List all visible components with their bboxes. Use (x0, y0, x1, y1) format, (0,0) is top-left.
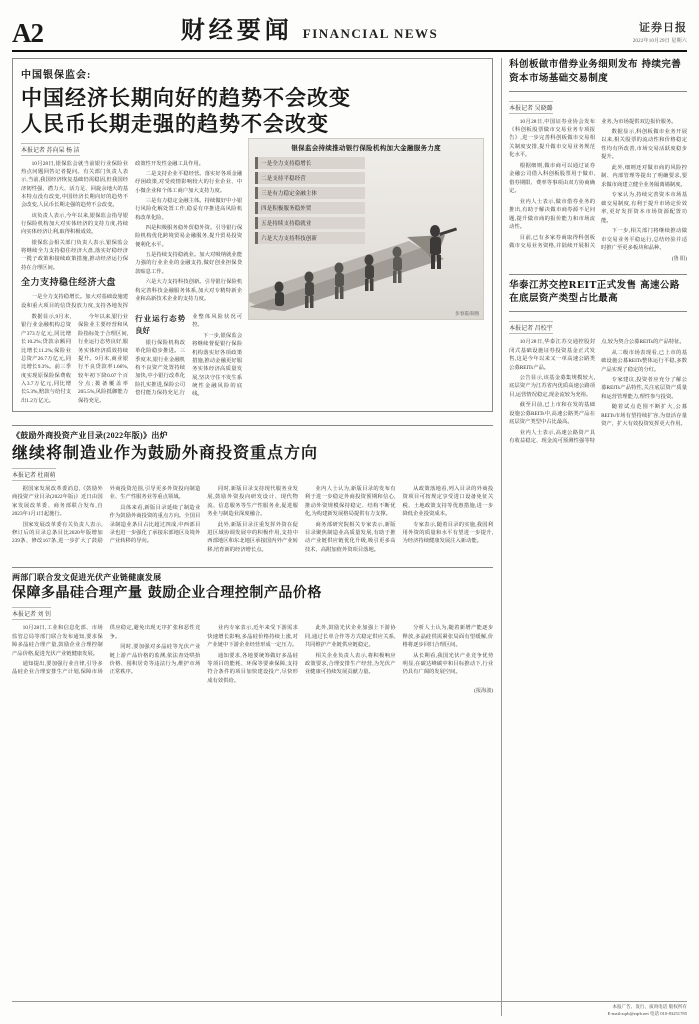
article-paragraph: 银行保险机构改革化险稳步推进。三季度末,银行业金融机构不良资产处置持续加快,中小银行改革化险扎实推进,保险公司偿付能力保持充足,行业整体风险状况可控。 (135, 314, 243, 396)
article-paragraph: 通知提出,要加强行业自律,引导多晶硅企业合理安排生产计划,保障市场供应稳定,避免出现无序扩张和恶性竞争。 (12, 625, 201, 676)
article-paragraph: 此外,细则还对做市商的风险控制、内部管理等提出了明确要求,要求做市商建立健全业务隔离墙制度。 (601, 164, 687, 188)
list-item: 三是有力稳定金融主体 (255, 187, 365, 199)
article-paragraph: 10月28日,中国证券业协会发布《科创板股票做市交易业务专项报告》,进一步完善科创板做市交易相关制度安排,提升做市交易业务规范化水平。 (509, 118, 596, 159)
article-paragraph: 业内人士表示,高速公路资产具有收益稳定、现金流可预测性强等特点,较为契合公募REITs的产品特征。 (509, 339, 685, 445)
article-paragraph: 五是持续支持稳就业。加大对吸纳就业能力强的行业企业的金融支持,做好创业担保贷款贴息工作。 (135, 252, 243, 275)
article-paragraph: 六是大力支持科技创新。引导银行保险机构完善科技金融服务体系,加大对专精特新企业和高新技术企业的支持力度。 (135, 279, 243, 302)
illustration-credit: 彭春霞/制图 (455, 310, 480, 316)
arrow-graphic-icon (248, 219, 484, 311)
mid-article (12, 419, 493, 554)
article-paragraph: 目前,已有多家券商取得科创板做市交易业务资格,并陆续开展相关业务,为市场提供双边报价服务。 (509, 118, 677, 250)
article-paragraph: 从政策落地看,列入目录的外商投资项目可按规定享受进口设备免征关税、土地政策支持等优惠措施,进一步降低企业投资成本。 (402, 486, 494, 518)
article-paragraph: 根据细则,做市商可以通过证券金融公司借入科创板股票用于做市,借券期限、费率等事项由双方协商确定。 (509, 162, 596, 195)
article-paragraph: 同时,新版目录支持现代服务业发展,鼓励外资投向研发设计、现代物流、信息服务等生产性服务业,促进服务业与制造业深度融合。 (207, 486, 298, 518)
section-title-cn: 财经要闻 (180, 15, 293, 44)
article-paragraph: 截至目前,已上市和在发的基础设施公募REITs中,高速公路类产品在底层资产类型中占比最高。 (509, 402, 596, 426)
issue-date: 2022年10月29日 星期六 (632, 39, 687, 44)
article-paragraph: 据国家发展改革委消息,《鼓励外商投资产业目录(2022年版)》近日由国家发展改革委、商务部联合发布,自2023年1月1日起施行。 (12, 486, 103, 518)
list-item: 五是持续支持稳就业 (255, 217, 365, 229)
section-title-group (82, 10, 537, 47)
mid-columns (12, 485, 493, 554)
article-paragraph: 专家表示,随着目录的实施,我国利用外资的质量和水平有望进一步提升,为经济持续健康发展注入新动能。 (402, 521, 494, 545)
article-paragraph: 商务部研究院相关专家表示,新版目录聚焦制造业高质量发展,有助于推动产业链供应链优化升级,吸引更多高技术、高附加值外资项目落地。 (304, 521, 396, 553)
article-paragraph: 一是全力支持稳增长。加大对基础设施建设和重大项目的信贷投放力度,支持各地发挥政策性开发性金融工具作用。 (21, 160, 204, 309)
article-paragraph: 二是支持企业平稳经营。落实好各项金融纾困政策,对受疫情影响较大的行业企业、中小微企业和个体工商户加大支持力度。 (135, 170, 243, 194)
left-zone (12, 58, 493, 1016)
article-paragraph: 从长期看,我国光伏产业竞争优势明显,在碳达峰碳中和目标推动下,行业仍具有广阔的发展空间。 (402, 652, 494, 676)
article-paragraph: 三是有力稳定金融主体。持续做好中小银行风险化解处置工作,稳妥有序推进高风险机构改革化险。 (135, 197, 243, 221)
lead-headline-line1: 中国经济长期向好的趋势不会改变 (21, 85, 351, 110)
masthead (12, 10, 687, 52)
lead-headline-line2: 人民币长期走强的趋势不会改变 (21, 111, 329, 137)
page-folio: A2 (12, 18, 43, 48)
bottom-sign: (报海波) (474, 687, 494, 694)
paper-logo: 证券日报 (639, 21, 687, 34)
article-paragraph: 业内人士认为,新版目录的发布有利于进一步稳定外商投资预期和信心,推动外资规模保持稳定、结构不断优化,为构建新发展格局提供有力支撑。 (304, 486, 396, 518)
article-paragraph: 通知要求,各地要统筹做好多晶硅等项目的能耗、环保等要素保障,支持符合条件的项目加快建设投产,尽快形成有效供给。 (207, 652, 298, 684)
article-paragraph: 四是积极服务稳外贸稳外资。引导银行保险机构优化跨境贸易金融服务,提升贸易投资便利化水平。 (135, 225, 243, 248)
mid-headline: 继续将制造业作为鼓励外商投资重点方向 (12, 443, 319, 463)
rail-bottom-columns (509, 338, 687, 446)
bottom-columns (12, 624, 493, 685)
article-paragraph: 今年以来,银行业保险业主要经营和风险指标处于合理区间,行业运行态势良好,服务实体经济质效持续提升。9月末,商业银行不良贷款率1.66%,较年初下降0.07个百分点;拨备覆盖率205.5%,风险抵御能力保持充足。 (78, 314, 129, 404)
footer-line-2: E-mail:zqrb@zqrb.net 电话 010-83251785 (607, 1011, 687, 1017)
lead-intro-columns (21, 160, 242, 311)
list-item: 四是积极服务稳外贸 (255, 202, 365, 214)
article-paragraph: 10月28日,华泰江苏交通控股封闭式基础设施证券投资基金正式发售,这是今年以来又一单高速公路类公募REITs产品。 (509, 339, 596, 371)
lead-illustration (248, 138, 484, 320)
right-rail (501, 58, 687, 1016)
list-item: 一是全力支持稳增长 (255, 157, 365, 169)
rail-top-byline: 本报记者 吴晓璐 (509, 101, 553, 114)
article-paragraph: 数据显示,9月末,银行业金融机构总资产373万亿元,同比增长10.2%;贷款余额同比增长11.2%;保险业总资产26.7万亿元,同比增长9.3%。前三季度实现原保险保费收入3.7万亿元,同比增长5.3%,赔款与给付支出1.2万亿元。 (21, 314, 72, 404)
masthead-right (537, 19, 687, 47)
article-paragraph: 相关企业负责人表示,将积极响应政策要求,合理安排生产经营,为光伏产业健康可持续发展贡献力量。 (304, 652, 396, 676)
list-item: 六是大力支持科技创新 (255, 232, 365, 244)
rail-bottom-byline: 本报记者 昌校宇 (509, 321, 553, 334)
article-paragraph: 公告显示,该基金募集规模较大,底层资产为江苏省内优质高速公路项目,运营情况稳定,现金流较为充裕。 (509, 374, 596, 398)
article-paragraph: 数据显示,科创板做市业务开展以来,相关股票的流动性和价格稳定性均有所改善,市场交易活跃度稳步提升。 (601, 129, 687, 161)
page-body (12, 58, 687, 1016)
article-paragraph: 专家认为,持续完善资本市场基础交易制度,有利于提升市场定价效率,更好发挥资本市场资源配置功能。 (601, 192, 687, 224)
bottom-shoulder: 两部门联合发文促进光伏产业链健康发展 (12, 572, 162, 582)
article-paragraph: 业内专家表示,近年来受下游需求快速增长影响,多晶硅价格持续上涨,对产业链中下游企业经营形成一定压力。 (207, 625, 298, 649)
rail-top-headline: 科创板做市借券业务细则发布 持续完善资本市场基础交易制度 (509, 59, 682, 84)
article-paragraph: 下一步,银保监会将继续督促银行保险机构落实好各项政策措施,推动金融更好服务实体经济高质量发展,坚决守住不发生系统性金融风险的底线。 (192, 332, 243, 398)
divider (509, 91, 687, 92)
article-paragraph: 此外,鼓励光伏企业加强上下游协同,通过长单合作等方式稳定供应关系,共同维护产业链供应链稳定。 (304, 625, 396, 649)
rail-article-bottom (509, 268, 687, 446)
divider (509, 311, 687, 312)
rail-bottom-headline: 华泰江苏交控REIT正式发售 高速公路在底层资产类型占比最高 (509, 279, 680, 305)
lead-subhead-1: 全力支持稳住经济大盘 (21, 278, 117, 289)
article-paragraph: 分析人士认为,随着新增产能逐步释放,多晶硅供需紧张局面有望缓解,价格将逐步回归合理区间。 (402, 625, 494, 649)
article-paragraph: 10月28日,银保监会就当前银行业保险业热点问题回答记者提问。有关部门负责人表示,当前,我国经济恢复基础仍需稳固,但我国经济韧性强、潜力大、活力足、回旋余地大的基本特点没有改变,中国经济长期向好的趋势不会改变,人民币长期走强的趋势不会改变。 (21, 160, 129, 209)
article-paragraph: 专家建议,投资者应充分了解公募REITs产品特性,关注底层资产质量和运营管理能力,理性参与投资。 (601, 376, 687, 400)
article-paragraph: 10月28日,工业和信息化部、市场监管总局等部门联合发布通知,要求保障多晶硅合理产量,鼓励企业合理控制产品价格,促进光伏产业链健康发展。 (12, 625, 103, 657)
article-paragraph: 从二级市场表现看,已上市的基础设施公募REITs整体运行平稳,多数产品实现了稳定的分红。 (601, 349, 687, 373)
lead-subhead-2: 行业运行态势良好 (135, 314, 186, 335)
article-paragraph: 同时,要加强对多晶硅等光伏产业链上游产品价格的监测,依法查处哄抬价格、囤积居奇等违法行为,维护市场正常秩序。 (109, 644, 201, 676)
rail-top-sign: (鲁 阳) (671, 255, 687, 262)
lead-lower-columns (21, 313, 242, 405)
article-paragraph: 国家发展改革委有关负责人表示,修订后的目录总条目比2020年版增加239条、修改167条,进一步扩大了鼓励外商投资范围,引导更多外资投向制造业、生产性服务业等重点领域。 (12, 486, 201, 545)
divider (12, 425, 493, 426)
footer-line-1: 本报广告、发行、质询电话 版权所有 (612, 1004, 687, 1010)
bottom-byline: 本报记者 刘 钊 (12, 607, 51, 620)
lead-kicker: 中国银保监会: (21, 70, 92, 81)
article-paragraph: 此外,新版目录注重发挥外资在促进区域协调发展中的积极作用,支持中西部地区和东北地区承接国内外产业转移,培育新的经济增长点。 (207, 521, 298, 553)
article-paragraph: 该负责人表示,今年以来,银保监会指导银行保险机构加大对实体经济的支持力度,持续向实体经济让利,取得积极成效。 (21, 212, 129, 236)
list-item: 二是支持平稳经营 (255, 172, 365, 184)
divider (12, 567, 493, 568)
section-title-en: FINANCIAL NEWS (302, 26, 439, 41)
mid-shoulder: 《鼓励外商投资产业目录(2022年版)》出炉 (12, 431, 168, 441)
divider (509, 274, 687, 275)
article-paragraph: 随着试点范围不断扩大,公募REITs市场有望持续扩容,为盘活存量资产、扩大有效投资发挥更大作用。 (601, 404, 687, 428)
article-paragraph: 银保监会相关部门负责人表示,银保监会将继续全力支持稳住经济大盘,落实好稳经济一揽子政策和接续政策措施,推动经济运行保持在合理区间。 (21, 239, 129, 271)
article-paragraph: 下一步,相关部门将继续推动做市交易业务平稳运行,总结经验并适时推广至更多板块和品种。 (601, 228, 687, 252)
article-paragraph: 业内人士表示,做市借券业务的推出,有助于解决做市商券源不足问题,提升做市商的报价能力和市场流动性。 (509, 198, 596, 231)
article-paragraph: 具体来看,新版目录延续了制造业作为鼓励外商投资的重点方向。全国目录制造业条目占比超过四成,中西部目录也进一步强化了承接东部地区及境外产业转移的导向。 (109, 504, 201, 545)
rail-article-top (509, 58, 687, 262)
lead-byline: 本报记者 苏向杲 杨 洁 (21, 143, 80, 156)
bottom-headline: 保障多晶硅合理产量 鼓励企业合理控制产品价格 (12, 584, 322, 601)
bottom-article (12, 561, 493, 694)
illustration-title: 银保监会持续推动银行保险机构加大金融服务力度 (291, 144, 441, 152)
page-footer (12, 1001, 687, 1018)
lead-article (12, 58, 493, 412)
rail-top-columns (509, 118, 687, 253)
mid-byline: 本报记者 杜雨萌 (12, 468, 56, 481)
